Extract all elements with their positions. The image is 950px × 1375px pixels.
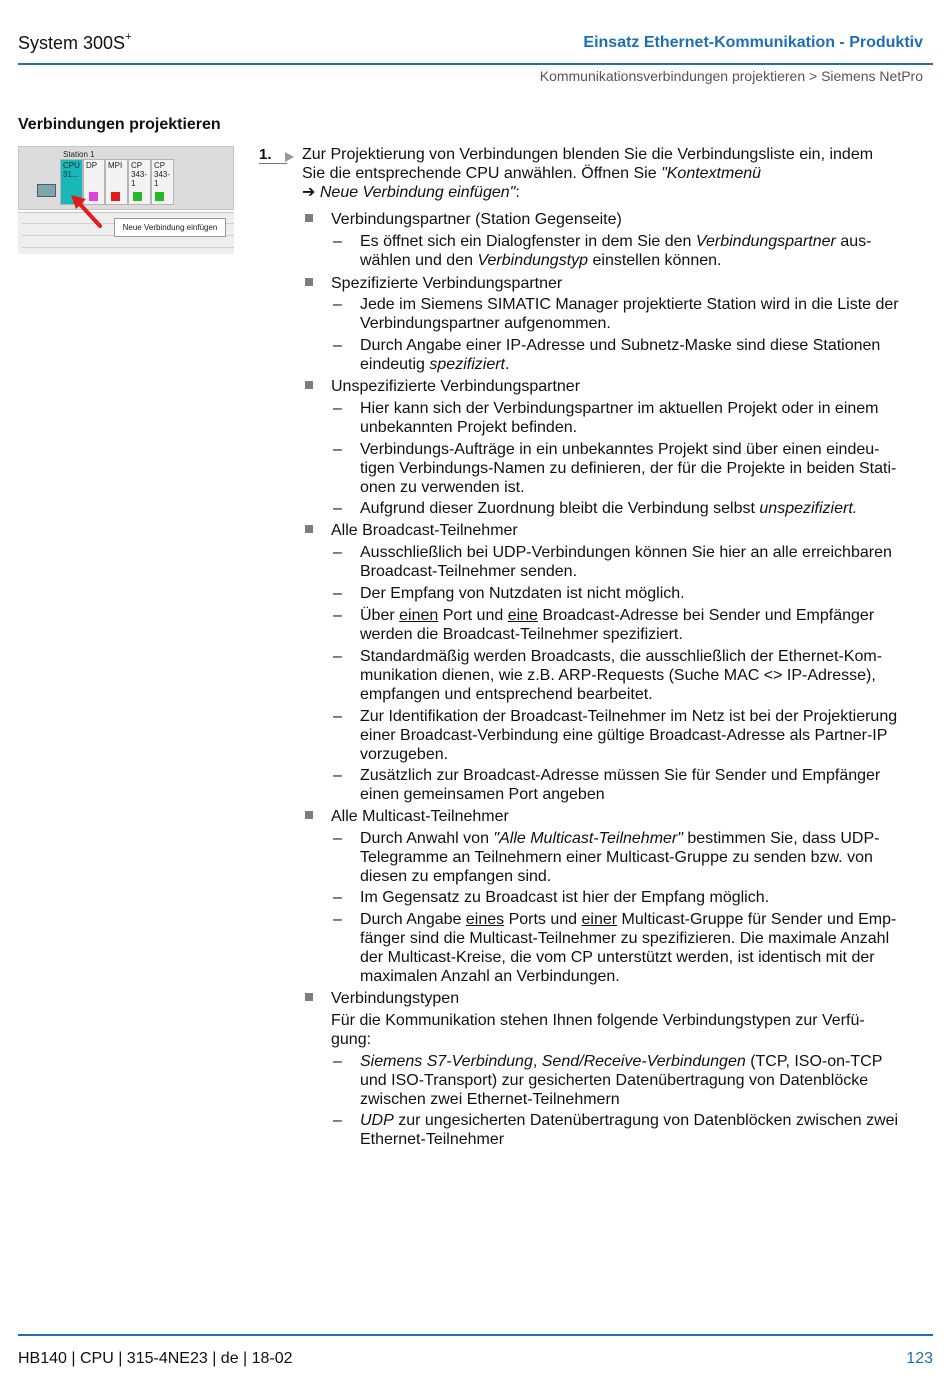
paragraph: Für die Kommunikation stehen Ihnen folgende Verbindungstypen zur Verfü- gung:: [331, 1012, 865, 1048]
list-item: Standardmäßig werden Broadcasts, die ausschließlich der Ethernet-Kom- munikation dienen, wie z.B. ARP-Requests (Suche MAC <> IP-Adresse), empfangen und entsprechend bearbeitet.: [360, 648, 883, 703]
slot-label: 343-1: [131, 170, 148, 188]
bullet-heading: Spezifizierte Verbindungspartner: [331, 275, 563, 292]
list-item: Zur Identifikation der Broadcast-Teilnehmer im Netz ist bei der Projektierung einer Broadcast-Verbindung eine gültige Broadcast-Adresse als Partner-IP vorzugeben.: [360, 708, 898, 763]
list-item: Siemens S7-Verbindung, Send/Receive-Verbindungen (TCP, ISO-on-TCP und ISO-Transport) zur gesicherten Datenübertragung von Datenblöcke zwischen zwei Ethernet-Teilnehmern: [360, 1053, 883, 1108]
right-arrow-icon: ➔: [302, 184, 316, 201]
list-item: Zusätzlich zur Broadcast-Adresse müssen Sie für Sender und Empfänger einen gemeinsamen Port angeben: [360, 767, 881, 803]
text-line: ➔ Neue Verbindung einfügen":: [302, 184, 520, 201]
dash-marker: –: [333, 708, 342, 725]
bullet-square-icon: [305, 381, 313, 389]
dash-marker: –: [333, 889, 342, 906]
list-item: Es öffnet sich ein Dialogfenster in dem Sie den Verbindungspartner aus- wählen und den Verbindungstyp einstellen können.: [360, 233, 872, 269]
slot-label: CPU: [63, 161, 80, 170]
slot-label: MPI: [108, 161, 123, 170]
text-line: Zur Projektierung von Verbindungen blenden Sie die Verbindungsliste ein, indem: [302, 146, 874, 163]
dash-marker: –: [333, 1053, 342, 1070]
context-menu-item[interactable]: Neue Verbindung einfügen: [114, 218, 226, 237]
step-text: [302, 145, 934, 202]
step-underline: [259, 163, 287, 164]
step-triangle-icon: [285, 152, 294, 162]
dash-marker: –: [333, 585, 342, 602]
bullet-square-icon: [305, 214, 313, 222]
list-item: Im Gegensatz zu Broadcast ist hier der Empfang möglich.: [360, 889, 770, 906]
station-area: [18, 146, 234, 210]
dash-marker: –: [333, 911, 342, 928]
dash-marker: –: [333, 767, 342, 784]
manual-title: System 300S+: [18, 31, 132, 53]
bullet-square-icon: [305, 811, 313, 819]
bullet-heading: Alle Broadcast-Teilnehmer: [331, 522, 518, 539]
header-divider: [18, 63, 933, 65]
ethernet-port-icon: [155, 192, 164, 201]
table-row: [22, 247, 234, 248]
slot-label: DP: [86, 161, 98, 170]
rack-icon: [37, 184, 56, 197]
list-item: Aufgrund dieser Zuordnung bleibt die Verbindung selbst unspezifiziert.: [360, 500, 858, 517]
footer-doc-id: HB140 | CPU | 315-4NE23 | de | 18-02: [18, 1350, 293, 1367]
bullet-heading: Verbindungspartner (Station Gegenseite): [331, 211, 622, 228]
station-label: Station 1: [63, 150, 95, 159]
section-title: Verbindungen projektieren: [18, 116, 221, 133]
slot-label: 343-1: [154, 170, 171, 188]
slot-label: 31...: [63, 170, 79, 179]
chapter-title: Einsatz Ethernet-Kommunikation - Produktiv: [583, 34, 923, 51]
page-number: 123: [906, 1350, 933, 1367]
slot-label: CP: [131, 161, 143, 170]
dash-marker: –: [333, 441, 342, 458]
list-item: Ausschließlich bei UDP-Verbindungen können Sie hier an alle erreichbaren Broadcast-Teilnehmer senden.: [360, 544, 892, 580]
bullet-square-icon: [305, 278, 313, 286]
bullet-heading: Unspezifizierte Verbindungspartner: [331, 378, 581, 395]
slot-label: CP: [154, 161, 166, 170]
dash-marker: –: [333, 1112, 342, 1129]
dash-marker: –: [333, 648, 342, 665]
bullet-heading: Alle Multicast-Teilnehmer: [331, 808, 509, 825]
list-item: Der Empfang von Nutzdaten ist nicht möglich.: [360, 585, 685, 602]
mpi-port-icon: [111, 192, 120, 201]
list-item: Hier kann sich der Verbindungspartner im aktuellen Projekt oder in einem unbekannten Projekt befinden.: [360, 400, 879, 436]
list-item: Durch Angabe eines Ports und einer Multicast-Gruppe für Sender und Emp- fänger sind die Multicast-Teilnehmer zu spezifizieren. Die maximale Anzahl der Multicast-Kreise, die vom CP unterstützt werden, ist identisch mit der maximalen Anzahl an Verbindungen.: [360, 911, 897, 985]
list-item: Über einen Port und eine Broadcast-Adresse bei Sender und Empfänger werden die Broadcast-Teilnehmer spezifiziert.: [360, 607, 875, 643]
list-item: UDP zur ungesicherten Datenübertragung von Datenblöcken zwischen zwei Ethernet-Teilnehmer: [360, 1112, 899, 1148]
dash-marker: –: [333, 544, 342, 561]
footer-divider: [18, 1334, 933, 1336]
step-number: 1.: [259, 146, 272, 163]
list-item: Verbindungs-Aufträge in ein unbekanntes Projekt sind über einen eindeu- tigen Verbindungs-Namen zu definieren, der für die Projekte in beiden Stati- onen zu verwenden ist.: [360, 441, 897, 496]
list-item: Durch Angabe einer IP-Adresse und Subnetz-Maske sind diese Stationen eindeutig spezifiziert.: [360, 337, 881, 373]
dash-marker: –: [333, 830, 342, 847]
bullet-square-icon: [305, 525, 313, 533]
ethernet-port-icon: [133, 192, 142, 201]
list-item: Durch Anwahl von "Alle Multicast-Teilnehmer" bestimmen Sie, dass UDP- Telegramme an Teilnehmern einer Multicast-Gruppe zu senden bzw. von diesen zu empfangen sind.: [360, 830, 880, 885]
dash-marker: –: [333, 607, 342, 624]
dash-marker: –: [333, 337, 342, 354]
breadcrumb: Kommunikationsverbindungen projektieren > Siemens NetPro: [539, 68, 923, 84]
dash-marker: –: [333, 296, 342, 313]
dash-marker: –: [333, 400, 342, 417]
netpro-screenshot: [18, 146, 234, 254]
text-line: Sie die entsprechende CPU anwählen. Öffnen Sie "Kontextmenü: [302, 165, 762, 182]
dash-marker: –: [333, 233, 342, 250]
bullet-heading: Verbindungstypen: [331, 990, 460, 1007]
bullet-square-icon: [305, 993, 313, 1001]
dash-marker: –: [333, 500, 342, 517]
red-pointer-arrow-icon: [70, 194, 104, 230]
list-item: Jede im Siemens SIMATIC Manager projektierte Station wird in die Liste der Verbindungspartner aufgenommen.: [360, 296, 899, 332]
